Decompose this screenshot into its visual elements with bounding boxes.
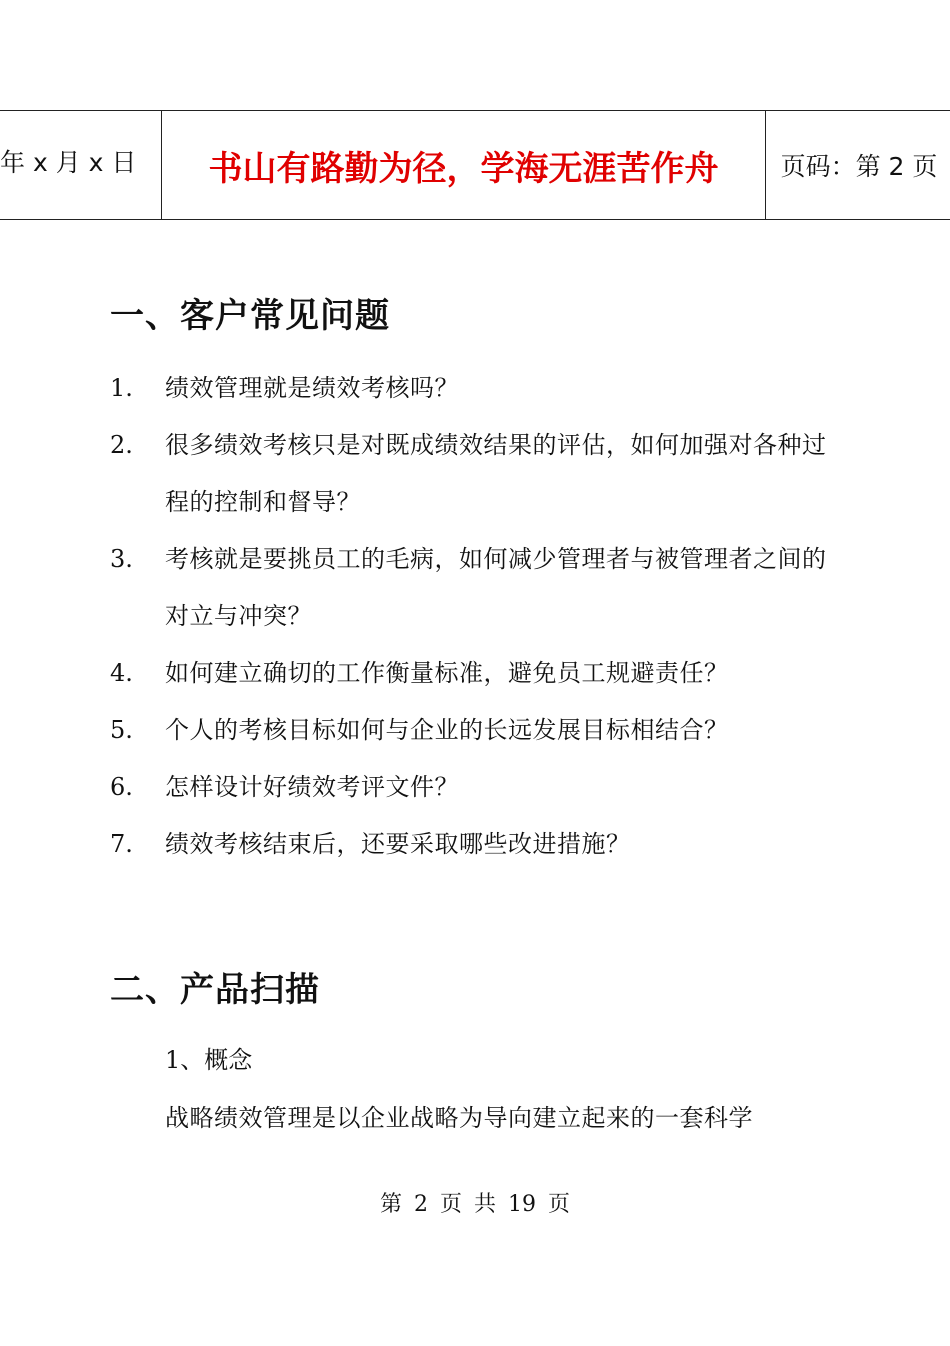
list-item	[110, 702, 850, 759]
section2-heading: 二、产品扫描	[110, 970, 320, 1010]
list-item	[110, 417, 850, 531]
item-number: 5.	[110, 716, 133, 744]
item-number: 6.	[110, 773, 133, 801]
page-footer	[0, 1188, 950, 1222]
footer-di: 第	[379, 1192, 402, 1217]
header-page-number: 页码：第 2 页	[780, 152, 938, 181]
section2-paragraph: 战略绩效管理是以企业战略为导向建立起来的一套科学	[165, 1104, 753, 1132]
header-table	[0, 110, 950, 220]
item-text: 绩效考核结束后，还要采取哪些改进措施？	[165, 830, 631, 858]
list-item	[110, 816, 850, 873]
footer-gong: 共	[474, 1192, 497, 1217]
list-item	[110, 531, 850, 645]
item-number: 2.	[110, 431, 133, 459]
item-text: 怎样设计好绩效考评文件？	[165, 773, 459, 801]
item-number: 3.	[110, 545, 133, 573]
list-item	[110, 759, 850, 816]
question-list	[110, 360, 850, 873]
item-number: 7.	[110, 830, 133, 858]
list-item	[110, 645, 850, 702]
section1-heading: 一、客户常见问题	[110, 296, 390, 336]
section2-subheading: 1、概念	[165, 1046, 253, 1074]
footer-page-number: 2	[413, 1192, 428, 1217]
item-number: 1.	[110, 374, 133, 402]
footer-ye2: 页	[548, 1192, 571, 1217]
footer-ye: 页	[439, 1192, 462, 1217]
item-number: 4.	[110, 659, 133, 687]
item-text: 考核就是要挑员工的毛病，如何减少管理者与被管理者之间的对立与冲突？	[165, 545, 827, 630]
item-text: 绩效管理就是绩效考核吗？	[165, 374, 459, 402]
header-date: 年 x 月 x 日	[0, 111, 162, 219]
list-item	[110, 360, 850, 417]
item-text: 如何建立确切的工作衡量标准，避免员工规避责任？	[165, 659, 729, 687]
item-text: 个人的考核目标如何与企业的长远发展目标相结合？	[165, 716, 729, 744]
item-text: 很多绩效考核只是对既成绩效结果的评估，如何加强对各种过程的控制和督导？	[165, 431, 827, 516]
header-motto: 书山有路勤为径，学海无涯苦作舟	[162, 111, 766, 219]
footer-total-pages: 19	[508, 1192, 537, 1217]
